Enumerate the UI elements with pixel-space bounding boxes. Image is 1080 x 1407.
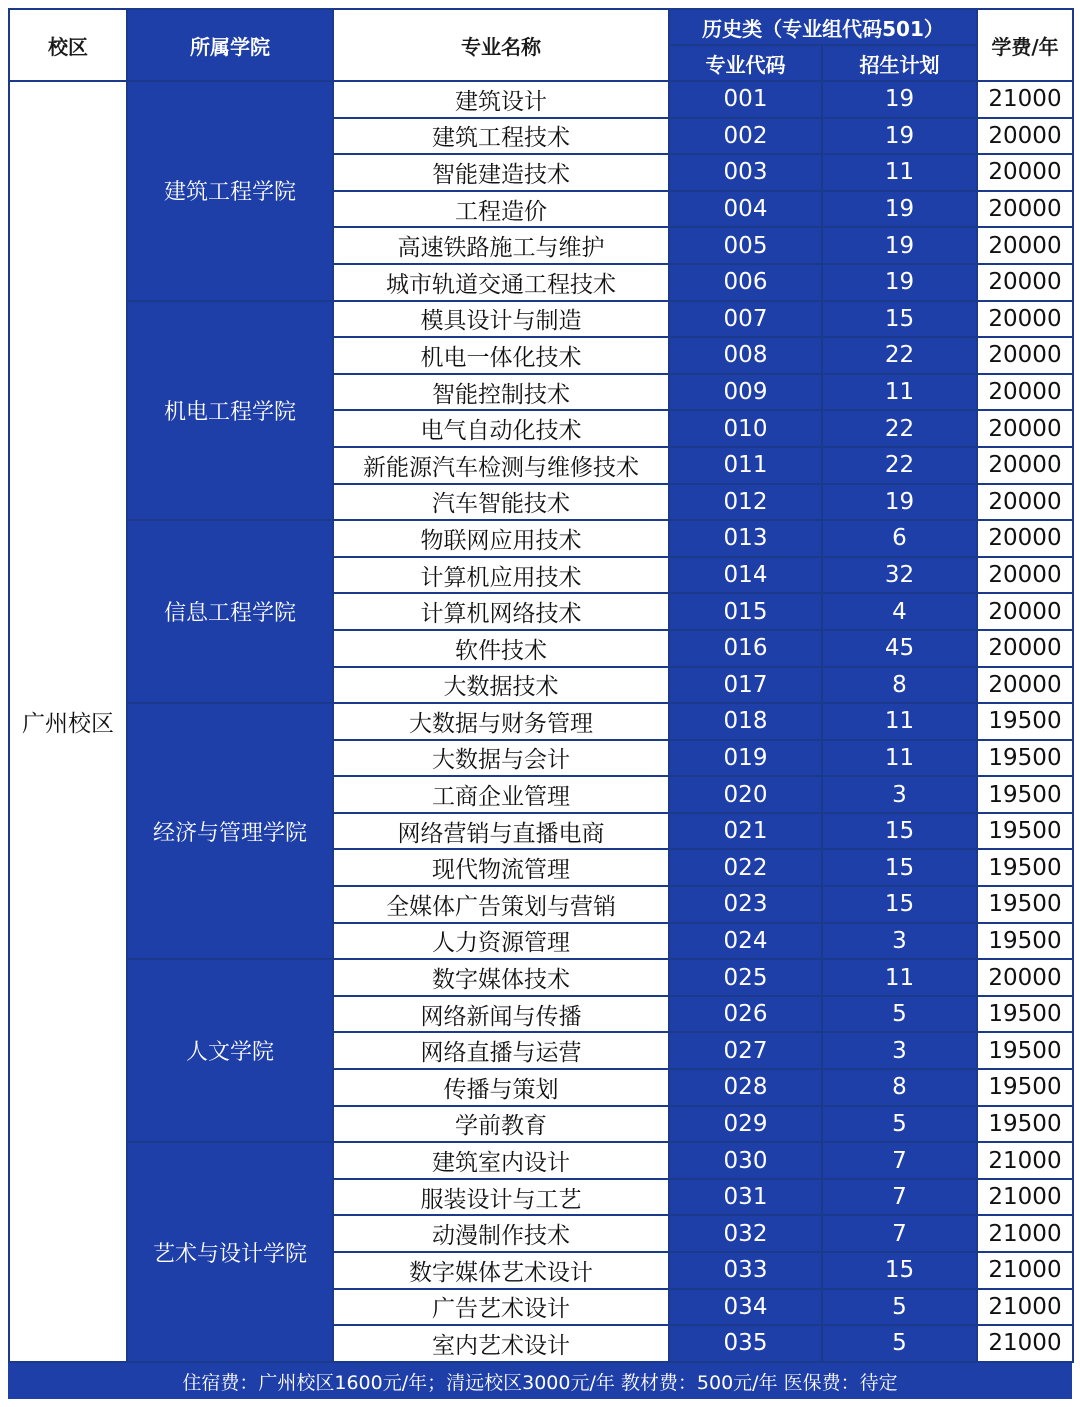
- enrollment-plan-cell: 3: [822, 1032, 977, 1069]
- major-name-cell: 广告艺术设计: [333, 1289, 669, 1326]
- enrollment-plan-cell: 5: [822, 996, 977, 1033]
- major-code-cell: 001: [669, 81, 822, 118]
- tuition-cell: 20000: [977, 410, 1073, 447]
- major-name-cell: 网络新闻与传播: [333, 996, 669, 1033]
- tuition-cell: 20000: [977, 301, 1073, 338]
- table-row: [9, 959, 1073, 996]
- tuition-cell: 20000: [977, 227, 1073, 264]
- major-name-cell: 城市轨道交通工程技术: [333, 264, 669, 301]
- major-code-cell: 005: [669, 227, 822, 264]
- major-code-cell: 015: [669, 593, 822, 630]
- tuition-cell: 21000: [977, 1215, 1073, 1252]
- major-code-cell: 009: [669, 374, 822, 411]
- major-name-cell: 网络营销与直播电商: [333, 813, 669, 850]
- tuition-cell: 20000: [977, 484, 1073, 521]
- header-subject-group: 历史类（专业组代码501）: [669, 9, 977, 45]
- major-name-cell: 全媒体广告策划与营销: [333, 886, 669, 923]
- enrollment-plan-cell: 19: [822, 264, 977, 301]
- header-tuition: 学费/年: [977, 9, 1073, 81]
- enrollment-plan-cell: 4: [822, 593, 977, 630]
- tuition-cell: 21000: [977, 81, 1073, 118]
- enrollment-plan-cell: 3: [822, 776, 977, 813]
- major-code-cell: 008: [669, 337, 822, 374]
- college-cell: 艺术与设计学院: [127, 1142, 333, 1362]
- enrollment-plan-cell: 7: [822, 1215, 977, 1252]
- table-row: [9, 81, 1073, 118]
- enrollment-plan-cell: 22: [822, 447, 977, 484]
- tuition-cell: 19500: [977, 923, 1073, 960]
- major-name-cell: 模具设计与制造: [333, 301, 669, 338]
- major-name-cell: 大数据与会计: [333, 740, 669, 777]
- campus-cell: 广州校区: [9, 81, 127, 1362]
- college-cell: 机电工程学院: [127, 301, 333, 521]
- header-campus: 校区: [9, 9, 127, 81]
- enrollment-plan-cell: 5: [822, 1289, 977, 1326]
- major-code-cell: 014: [669, 557, 822, 594]
- major-name-cell: 室内艺术设计: [333, 1325, 669, 1362]
- enrollment-plan-cell: 15: [822, 813, 977, 850]
- major-code-cell: 024: [669, 923, 822, 960]
- major-name-cell: 大数据技术: [333, 667, 669, 704]
- header-row-1: [9, 9, 1073, 45]
- major-name-cell: 计算机网络技术: [333, 593, 669, 630]
- header-major-code: 专业代码: [669, 45, 822, 81]
- tuition-cell: 20000: [977, 191, 1073, 228]
- major-code-cell: 011: [669, 447, 822, 484]
- major-name-cell: 网络直播与运营: [333, 1032, 669, 1069]
- major-code-cell: 018: [669, 703, 822, 740]
- major-name-cell: 机电一体化技术: [333, 337, 669, 374]
- tuition-cell: 19500: [977, 813, 1073, 850]
- major-name-cell: 建筑设计: [333, 81, 669, 118]
- major-code-cell: 017: [669, 667, 822, 704]
- enrollment-plan-cell: 7: [822, 1179, 977, 1216]
- tuition-cell: 19500: [977, 703, 1073, 740]
- enrollment-plan-cell: 8: [822, 1069, 977, 1106]
- tuition-cell: 21000: [977, 1252, 1073, 1289]
- tuition-cell: 19500: [977, 740, 1073, 777]
- major-code-cell: 003: [669, 154, 822, 191]
- major-code-cell: 026: [669, 996, 822, 1033]
- header-enrollment-plan: 招生计划: [822, 45, 977, 81]
- major-name-cell: 电气自动化技术: [333, 410, 669, 447]
- major-code-cell: 016: [669, 630, 822, 667]
- major-name-cell: 汽车智能技术: [333, 484, 669, 521]
- tuition-cell: 19500: [977, 886, 1073, 923]
- tuition-cell: 20000: [977, 374, 1073, 411]
- major-code-cell: 007: [669, 301, 822, 338]
- major-code-cell: 035: [669, 1325, 822, 1362]
- header-major-name: 专业名称: [333, 9, 669, 81]
- major-name-cell: 计算机应用技术: [333, 557, 669, 594]
- tuition-cell: 20000: [977, 520, 1073, 557]
- enrollment-plan-cell: 5: [822, 1325, 977, 1362]
- tuition-cell: 21000: [977, 1325, 1073, 1362]
- enrollment-plan-cell: 11: [822, 703, 977, 740]
- major-code-cell: 027: [669, 1032, 822, 1069]
- major-code-cell: 021: [669, 813, 822, 850]
- tuition-cell: 21000: [977, 1289, 1073, 1326]
- tuition-cell: 20000: [977, 959, 1073, 996]
- tuition-cell: 20000: [977, 557, 1073, 594]
- major-code-cell: 031: [669, 1179, 822, 1216]
- enrollment-plan-cell: 15: [822, 301, 977, 338]
- major-code-cell: 006: [669, 264, 822, 301]
- tuition-cell: 19500: [977, 849, 1073, 886]
- enrollment-plan-cell: 32: [822, 557, 977, 594]
- enrollment-plan-cell: 22: [822, 337, 977, 374]
- enrollment-plan-cell: 7: [822, 1142, 977, 1179]
- major-code-cell: 020: [669, 776, 822, 813]
- major-name-cell: 大数据与财务管理: [333, 703, 669, 740]
- major-code-cell: 012: [669, 484, 822, 521]
- major-name-cell: 数字媒体艺术设计: [333, 1252, 669, 1289]
- major-code-cell: 023: [669, 886, 822, 923]
- college-cell: 经济与管理学院: [127, 703, 333, 959]
- major-name-cell: 智能控制技术: [333, 374, 669, 411]
- major-code-cell: 025: [669, 959, 822, 996]
- enrollment-plan-cell: 15: [822, 886, 977, 923]
- enrollment-plan-cell: 6: [822, 520, 977, 557]
- major-code-cell: 002: [669, 118, 822, 155]
- major-name-cell: 工程造价: [333, 191, 669, 228]
- enrollment-plan-cell: 19: [822, 191, 977, 228]
- major-code-cell: 032: [669, 1215, 822, 1252]
- table-row: [9, 1142, 1073, 1179]
- enrollment-plan-cell: 11: [822, 154, 977, 191]
- table-row: [9, 520, 1073, 557]
- enrollment-plan-cell: 8: [822, 667, 977, 704]
- tuition-cell: 20000: [977, 337, 1073, 374]
- tuition-cell: 19500: [977, 996, 1073, 1033]
- major-name-cell: 服装设计与工艺: [333, 1179, 669, 1216]
- major-name-cell: 数字媒体技术: [333, 959, 669, 996]
- major-name-cell: 智能建造技术: [333, 154, 669, 191]
- major-name-cell: 建筑室内设计: [333, 1142, 669, 1179]
- enrollment-plan-cell: 19: [822, 118, 977, 155]
- enrollment-plan-cell: 5: [822, 1106, 977, 1143]
- tuition-cell: 19500: [977, 776, 1073, 813]
- major-code-cell: 034: [669, 1289, 822, 1326]
- fees-note-footer: 住宿费：广州校区1600元/年；清远校区3000元/年 教材费：500元/年 医保费：待定: [8, 1363, 1072, 1399]
- college-cell: 人文学院: [127, 959, 333, 1142]
- header-college: 所属学院: [127, 9, 333, 81]
- major-code-cell: 013: [669, 520, 822, 557]
- major-name-cell: 建筑工程技术: [333, 118, 669, 155]
- major-code-cell: 028: [669, 1069, 822, 1106]
- major-code-cell: 029: [669, 1106, 822, 1143]
- major-name-cell: 学前教育: [333, 1106, 669, 1143]
- enrollment-plan-cell: 19: [822, 227, 977, 264]
- college-cell: 建筑工程学院: [127, 81, 333, 301]
- enrollment-plan-cell: 3: [822, 923, 977, 960]
- tuition-cell: 20000: [977, 630, 1073, 667]
- enrollment-plan-cell: 19: [822, 81, 977, 118]
- enrollment-plan-cell: 11: [822, 374, 977, 411]
- enrollment-plan-cell: 45: [822, 630, 977, 667]
- enrollment-plan-cell: 15: [822, 1252, 977, 1289]
- tuition-cell: 21000: [977, 1142, 1073, 1179]
- major-name-cell: 新能源汽车检测与维修技术: [333, 447, 669, 484]
- table-row: [9, 301, 1073, 338]
- major-name-cell: 物联网应用技术: [333, 520, 669, 557]
- table-row: [9, 703, 1073, 740]
- enrollment-plan-cell: 11: [822, 959, 977, 996]
- major-code-cell: 004: [669, 191, 822, 228]
- major-name-cell: 人力资源管理: [333, 923, 669, 960]
- major-code-cell: 030: [669, 1142, 822, 1179]
- major-code-cell: 022: [669, 849, 822, 886]
- enrollment-plan-cell: 15: [822, 849, 977, 886]
- tuition-cell: 21000: [977, 1179, 1073, 1216]
- tuition-cell: 20000: [977, 154, 1073, 191]
- tuition-cell: 19500: [977, 1069, 1073, 1106]
- enrollment-plan-cell: 11: [822, 740, 977, 777]
- tuition-cell: 19500: [977, 1032, 1073, 1069]
- major-name-cell: 现代物流管理: [333, 849, 669, 886]
- enrollment-plan-sheet: [8, 8, 1072, 1399]
- major-name-cell: 软件技术: [333, 630, 669, 667]
- major-name-cell: 动漫制作技术: [333, 1215, 669, 1252]
- tuition-cell: 19500: [977, 1106, 1073, 1143]
- enrollment-table: [8, 8, 1074, 1363]
- major-name-cell: 工商企业管理: [333, 776, 669, 813]
- college-cell: 信息工程学院: [127, 520, 333, 703]
- tuition-cell: 20000: [977, 264, 1073, 301]
- tuition-cell: 20000: [977, 447, 1073, 484]
- tuition-cell: 20000: [977, 118, 1073, 155]
- major-name-cell: 传播与策划: [333, 1069, 669, 1106]
- tuition-cell: 20000: [977, 667, 1073, 704]
- major-code-cell: 033: [669, 1252, 822, 1289]
- major-code-cell: 010: [669, 410, 822, 447]
- enrollment-plan-cell: 22: [822, 410, 977, 447]
- major-code-cell: 019: [669, 740, 822, 777]
- tuition-cell: 20000: [977, 593, 1073, 630]
- enrollment-plan-cell: 19: [822, 484, 977, 521]
- major-name-cell: 高速铁路施工与维护: [333, 227, 669, 264]
